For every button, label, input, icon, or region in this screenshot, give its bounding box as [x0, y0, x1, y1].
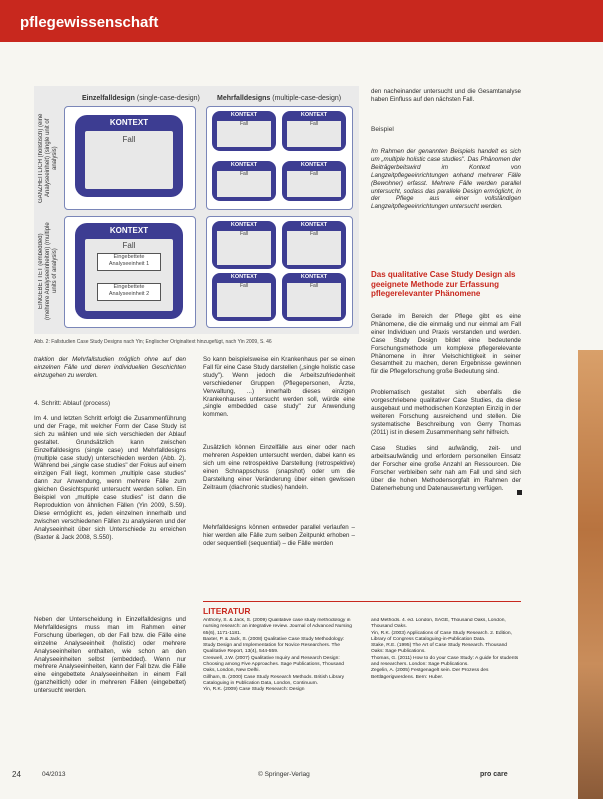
mid-col-para-3: Mehrfalldesigns können entweder parallel verlaufen – hier werden alle Fälle zum selben Zeitpunkt erhoben – oder sequentiell (sequential) – die Fälle werden	[203, 524, 355, 547]
figure-caption: Abb. 2: Fallstudien Case Study Designs nach Yin; Englischer Originaltext hinzugefügt, nach Yin 2009, S. 46	[34, 339, 272, 345]
publisher: © Springer-Verlag	[258, 771, 310, 778]
right-col-para-4: Problematisch gestaltet sich ebenfalls die vorgeschriebene qualitativer Case Studies, da diese ausgebaut und methodischen Konzepten Einzig in der weiteren Forschung ausreichend und stellen. Die systematische Beschreibung von Gerry Thomas (2011) ist in diesem Zusammenhang sehr hilfreich.	[371, 389, 521, 436]
left-col-para-1: traktion der Mehrfallstudien möglich ohne auf den einzelnen Fälle und deren individuellen Geschichten einzugehen zu werden.	[34, 356, 186, 379]
references-left	[203, 618, 355, 758]
left-column-title: Einzelfalldesign (single-case-design)	[82, 95, 200, 102]
mid-col-para-2: Zusätzlich können Einzelfälle aus einer oder nach mehreren Aspekten untersucht werden, dabei kann es sich um eine retrospektive Darstellung (retrospektive) einen Schnappschuss (snapshot) oder um die Darstellung einer Veränderung über einen gewissen Zeitraum (diachronic studies) handeln.	[203, 444, 355, 491]
kontext-box	[75, 115, 183, 197]
reference-item: Stake, R.E. (1995) The Art of Case Study Research. Thousand Oaks: Sage Publications.	[371, 643, 508, 655]
example-text: Im Rahmen der genannten Beispiels handelt es sich um „multiple holistic case studies". Das Phänomen der Beiträgerbeitswird im Kontext von Langzeitpflegeeinrichtungen anhand mehrerer Fälle (Bewohner) erfasst. Mehrere Fälle werden parallel untersucht, sodass das parallele Design ermöglicht, in der Pflege aus einer vollständigen Langzeitpflegeeinrichtungen untersucht werden.	[371, 148, 521, 211]
fall-box: Fall	[85, 131, 173, 189]
issue: 04/2013	[42, 771, 66, 778]
kontext-box: KONTEXT Fall	[212, 273, 276, 321]
kontext-box: KONTEXT Fall	[212, 161, 276, 201]
kontext-box: KONTEXT Fall	[282, 273, 346, 321]
left-col-para-3: Neben der Unterscheidung in Einzelfalldesigns und Mehrfalldesigns muss man im Rahmen einer Forschung überlegen, ob der Fall bzw. die Fälle eine einzelne Analyseeinheit (holistic) oder mehrere Analyseeinheiten enthalten, wie schon an den Analyseeinheiten selbst (embedded). Wenn nur mehrere Analyseeinheiten, kann der Fall bzw. die Fälle eine eingebettete Analyseeinheiten in einem Fall (ganzheitlich) oder in mehreren Fällen (eingebettet) untersucht werden.	[34, 616, 186, 695]
single-embedded-panel	[64, 216, 196, 328]
kontext-box: KONTEXT Fall	[282, 111, 346, 151]
fall-box: Fall Eingebettete Analyseeinheit 1 Eingebettete Analyseeinheit 2	[85, 239, 173, 311]
embedded-unit-1: Eingebettete Analyseeinheit 1	[97, 253, 161, 271]
end-mark	[517, 490, 522, 495]
header-bar	[0, 0, 603, 42]
kontext-box: KONTEXT Fall	[282, 221, 346, 269]
reference-item: Creswell, J.W. (2007) Qualitative Inquiry and Research Design: Choosing among Five Approaches. Sage Publications, Thousand Oaks, London, New Delhi.	[203, 655, 345, 674]
section-title: pflegewissenschaft	[20, 14, 159, 31]
multiple-holistic-panel	[206, 106, 353, 210]
single-holistic-panel	[64, 106, 196, 210]
right-column-title: Mehrfalldesigns (multiple-case-design)	[217, 95, 342, 102]
references-right	[371, 618, 521, 758]
section-heading-step4: 4. Schritt: Ablauf (process)	[34, 400, 111, 407]
kontext-box: KONTEXT Fall	[212, 221, 276, 269]
kontext-box: KONTEXT Fall Eingebettete Analyseeinheit 1 Eingebettete Analyseeinheit 2	[75, 223, 183, 319]
reference-item: Anthony, S. & Jack, S. (2009) Qualitative case study methodology in nursing research: an integrative review. Journal of Advanced Nursing 65(6), 1171-1181.	[203, 618, 352, 636]
multiple-embedded-panel	[206, 216, 353, 328]
reference-item: Gillham, B. (2000) Case Study Research Methods. British Library Cataloguing in Publication Data, London, Continuum.	[203, 674, 345, 686]
right-col-para-1: den nacheinander untersucht und die Gesamtanalyse haben Einfluss auf den nächsten Fall.	[371, 88, 521, 103]
reference-item: Yin, R.K. (2009) Case Study Research: Design	[203, 687, 305, 693]
example-label: Beispiel	[371, 126, 394, 133]
side-photo	[578, 350, 603, 799]
right-col-para-3: Gerade im Bereich der Pflege gibt es eine Phänomene, die die einmalig und nur einmal am Fall einer Individuen und Praxis verstanden und werden. Case Study Design bildet eine bedeutende Forschungsmethode um komplexe pflegerelevante Phänomene in ihrer Vielschichtigkeit in seiner Gesamtheit zu machen, deren Ergebnisse gewinnen für die Pflegeforschung große Bedeutung sind.	[371, 313, 521, 376]
literatur-heading: LITERATUR	[203, 606, 251, 616]
embedded-unit-2: Eingebettete Analyseeinheit 2	[97, 283, 161, 301]
kontext-box: KONTEXT Fall	[282, 161, 346, 201]
literatur-rule	[203, 601, 521, 602]
kontext-label: KONTEXT	[109, 118, 149, 127]
row-label-embedded: EINGEBETTET (embedded) (mehrere Analyseeinheiten) (multiple units of analysis)	[38, 222, 58, 320]
section-heading: Das qualitative Case Study Design als geeignete Methode zur Erfassung pflegerelevanter Phänomene	[371, 270, 516, 298]
kontext-box: KONTEXT Fall	[212, 111, 276, 151]
case-study-design-figure	[34, 86, 359, 334]
mid-col-para-1: So kann beispielsweise ein Krankenhaus per se einen Fall für eine Case Study darstellen („single holistic case study"). Wenn jedoch die Arbeitszufriedenheit verschiedener Gruppen (Pflegepersonen, Ärzte, Verwaltung, ...) innerhalb dieses einzigen Krankenhauses untersucht werden soll, würde eine „single embedded case study" zur Anwendung kommen.	[203, 356, 355, 419]
reference-item: Thomas, G. (2011) How to do your Case Study: A guide for students and researchers. London: Sage Publications.	[371, 655, 519, 668]
row-label-holistic: GANZHEITLICH (holistisch) (eine Analyseeinheit) (single unit of analysis)	[38, 113, 58, 203]
reference-item: Yin, R.K. (2003) Applications of Case Study Research. 2. Edition, Library of Congress Cataloguing-in-Publication Data.	[371, 630, 512, 642]
left-col-para-2: Im 4. und letzten Schritt erfolgt die Zusammenführung und der Frage, mit welcher Form der Case Study ist sich zu wählen und wie sich verschieden der Ablauf gestaltet. Grundsätzlich kann zwischen Einzelfalldesigns (single case) und Mehrfalldesigns (multiple case study) unterschieden werden (Abb. 2). Während bei „single case studies" der Fokus auf einem einzigen Fall liegt, kommen „multiple case studies" dann zur Anwendung, wenn mehrere Fälle zum gleichen Gesichtspunkt untersucht werden sollen. Ein Beispiel von „multiple case studies" ist dann die Reproduktion von ähnlichen Fällen (Yin 2009, S.59). Diese ermöglicht es, jeden einzelnen innerhalb und zwischen verschiedenen Fällen zu analysieren und der Analyseeinheit über sich Unterschiede zu erreichen (Baxter & Jack 2008, S.550).	[34, 415, 186, 541]
right-col-para-5: Case Studies sind aufwändig, zeit- und arbeitsaufwändig und erfordern personellen Einsatz der Forscher eine große Anzahl an Ressourcen. Die Forscher verbleiben sehr nah am Fall und sind sich über die hohen Methodensorgfalt im Rahmen der Datenerhebung und Datenauswertung verfügen.	[371, 445, 521, 492]
reference-item: and Methods. 4. ed. London, SAGE, Thousand Oaks, London, Thousand Oaks.	[371, 618, 506, 630]
reference-item: Baxter, P. & Jack, S. (2008) Qualitative Case Study Methodology: Study Design and Implementation for Novice Researchers. The Qualitative Report, 13(4), 544-559.	[203, 636, 345, 655]
journal-name: pro care	[480, 771, 508, 778]
reference-item: Zegelin, A. (2005) Festgenagelt sein. Der Prozess des Bettlägerigwerdens. Bern: Huber.	[371, 668, 489, 680]
page-number: 24	[12, 770, 21, 779]
